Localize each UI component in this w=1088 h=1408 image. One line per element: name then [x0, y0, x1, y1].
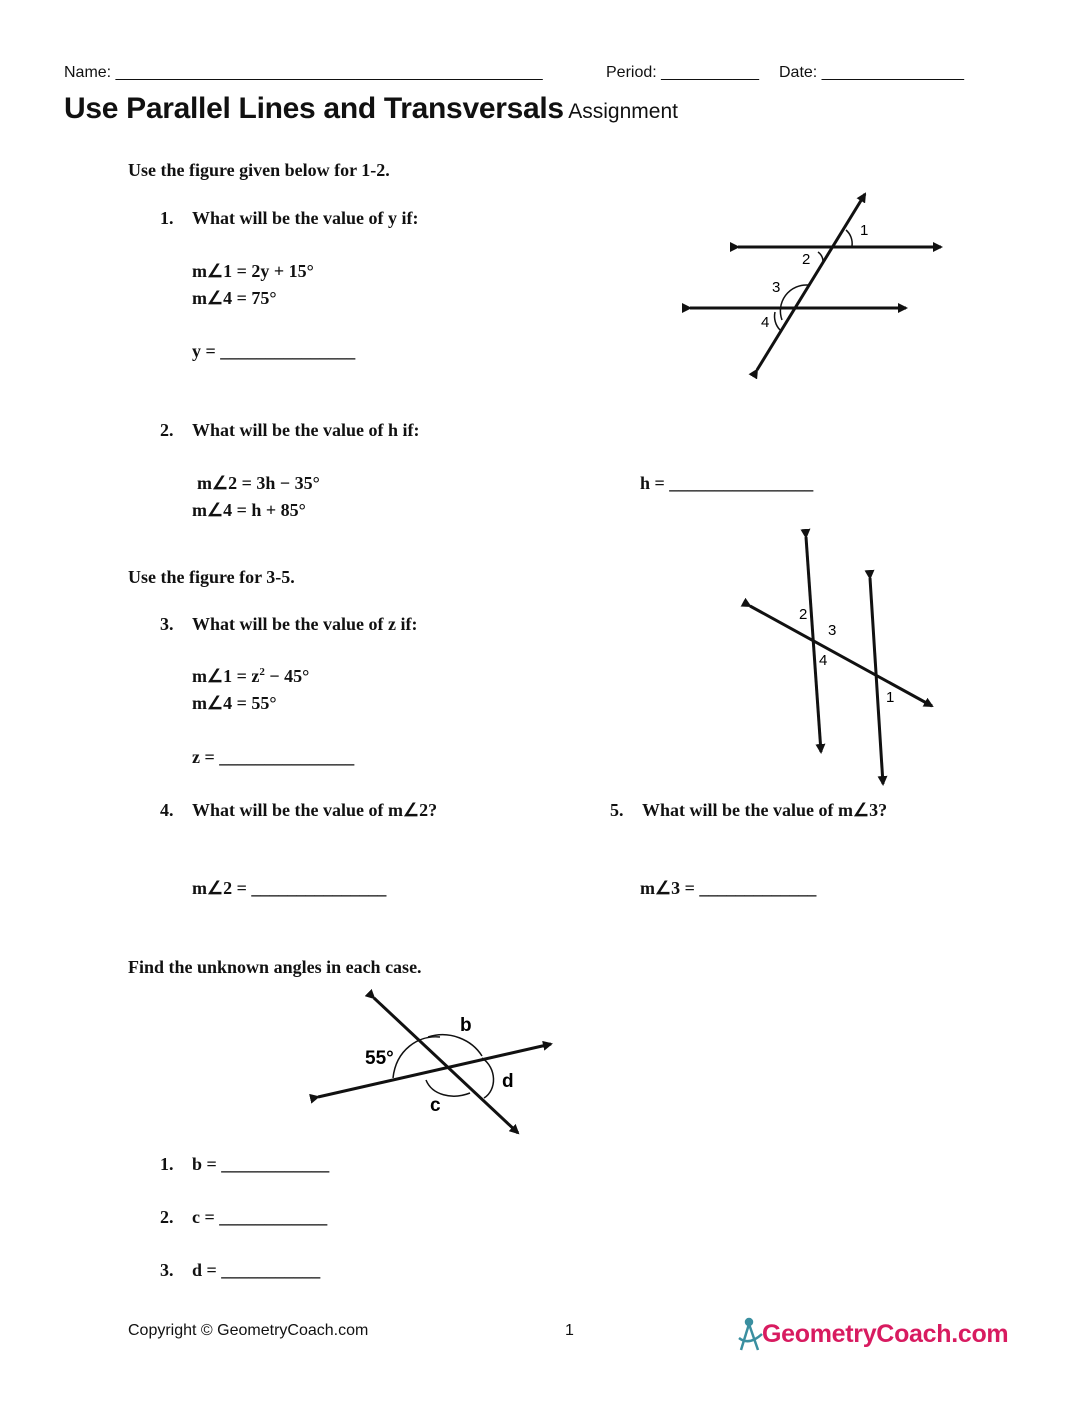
- q4-prompt: What will be the value of m∠2?: [192, 800, 438, 820]
- title-sub: Assignment: [568, 100, 678, 123]
- section1-instruction: Use the figure given below for 1-2.: [128, 160, 390, 180]
- q2-equation-1: m∠2 = 3h − 35°: [197, 473, 320, 493]
- fig2-label-2: 2: [799, 606, 808, 623]
- fig3-angle-arc-b: [428, 1035, 482, 1056]
- fig1-angle-arc-3: [780, 285, 808, 320]
- answer-2-number: 2.: [160, 1207, 174, 1227]
- compass-icon: [739, 1319, 762, 1350]
- q3-prompt: What will be the value of z if:: [192, 614, 418, 634]
- answer-1-number: 1.: [160, 1154, 174, 1174]
- q5-prompt: What will be the value of m∠3?: [642, 800, 888, 820]
- fig3-label-c: c: [430, 1095, 441, 1116]
- q5-number: 5.: [610, 800, 624, 820]
- q2-prompt: What will be the value of h if:: [192, 420, 420, 440]
- q3-number: 3.: [160, 614, 174, 634]
- fig2-transversal: [750, 606, 932, 706]
- q1-number: 1.: [160, 208, 174, 228]
- fig1-label-1: 1: [860, 222, 869, 239]
- q3-equation-1: [192, 666, 309, 687]
- q3-equation-2: m∠4 = 55°: [192, 693, 277, 713]
- title-main: Use Parallel Lines and Transversals: [64, 92, 564, 125]
- q3-eq1-exponent: 2: [259, 666, 265, 678]
- answer-c-blank: c = ____________: [192, 1207, 328, 1227]
- q1-equation-2: m∠4 = 75°: [192, 288, 277, 308]
- q2-number: 2.: [160, 420, 174, 440]
- q4-answer-blank: m∠2 = _______________: [192, 878, 387, 898]
- footer-logo[interactable]: GeometryCoach.com: [762, 1320, 1009, 1348]
- q1-answer-blank: y = _______________: [192, 341, 356, 361]
- answer-d-blank: d = ___________: [192, 1260, 321, 1280]
- fig1-angle-arc-1: [846, 230, 852, 246]
- fig1-label-4: 4: [761, 314, 770, 331]
- q1-equation-1: m∠1 = 2y + 15°: [192, 261, 314, 281]
- fig3-line-1: [318, 1044, 551, 1097]
- fig1-angle-arc-4: [775, 312, 780, 330]
- fig3-label-b: b: [460, 1015, 472, 1036]
- q2-answer-blank: h = ________________: [640, 473, 814, 493]
- fig2-label-1: 1: [886, 689, 895, 706]
- fig1-label-2: 2: [802, 251, 811, 268]
- fig2-label-3: 3: [828, 622, 837, 639]
- date-field-label: Date: ________________: [779, 64, 965, 81]
- fig2-parallel-line-right: [870, 578, 883, 784]
- fig3-label-d: d: [502, 1071, 514, 1092]
- q1-prompt: What will be the value of y if:: [192, 208, 419, 228]
- q3-answer-blank: z = _______________: [192, 747, 355, 767]
- fig2-label-4: 4: [819, 652, 828, 669]
- q5-answer-blank: m∠3 = _____________: [640, 878, 817, 898]
- q4-number: 4.: [160, 800, 174, 820]
- section2-instruction: Use the figure for 3-5.: [128, 567, 295, 587]
- period-field-label: Period: ___________: [606, 64, 760, 81]
- fig3-angle-arc-d: [482, 1058, 494, 1098]
- section3-instruction: Find the unknown angles in each case.: [128, 957, 422, 977]
- answer-3-number: 3.: [160, 1260, 174, 1280]
- fig1-angle-arc-2: [818, 252, 823, 262]
- fig1-label-3: 3: [772, 279, 781, 296]
- q2-equation-2: m∠4 = h + 85°: [192, 500, 306, 520]
- fig3-label-55: 55°: [365, 1048, 394, 1069]
- footer-copyright: Copyright © GeometryCoach.com: [128, 1322, 369, 1339]
- footer-page-number: 1: [565, 1322, 574, 1339]
- q3-eq1-suffix: − 45°: [264, 666, 310, 686]
- answer-b-blank: b = ____________: [192, 1154, 330, 1174]
- name-field-label: Name: ________________________________________________: [64, 64, 543, 81]
- q3-eq1-prefix: m∠1 = z: [192, 666, 260, 686]
